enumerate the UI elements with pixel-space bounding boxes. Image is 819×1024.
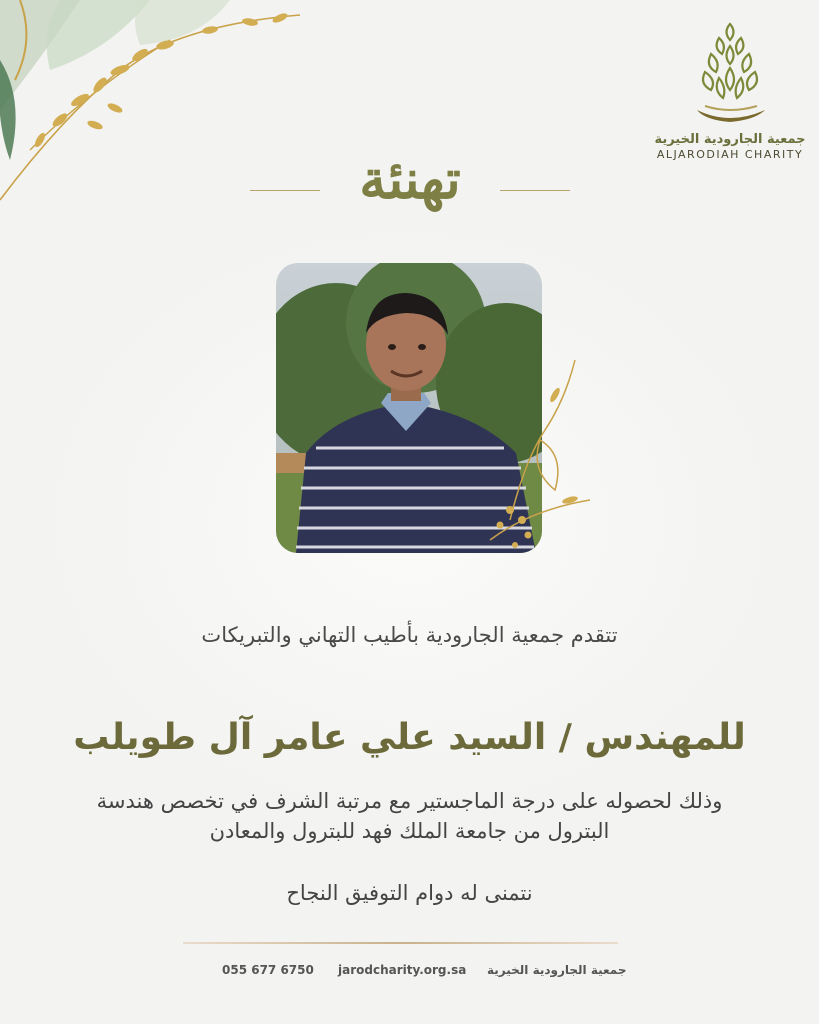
achievement-line-2: البترول من جامعة الملك فهد للبترول والمعادن: [209, 819, 610, 843]
page-title: تهنئة: [359, 147, 461, 211]
heading-divider-left: [250, 190, 320, 191]
gold-branch-icon: [470, 360, 610, 560]
honoree-name: للمهندس / السيد علي عامر آل طويلب: [73, 717, 746, 758]
charity-logo: [650, 18, 810, 178]
heading-row: [250, 140, 570, 220]
footer-org-name: جمعية الجارودية الخيرية: [487, 963, 627, 977]
achievement-line-1: وذلك لحصوله على درجة الماجستير مع مرتبة الشرف في تخصص هندسة: [96, 789, 723, 813]
logo-arabic-name: جمعية الجارودية الخيرية: [654, 132, 806, 147]
logo-english-name: ALJARODIAH CHARITY: [656, 148, 804, 161]
footer-phone-number[interactable]: 055 677 6750: [222, 963, 314, 977]
wheat-logo-icon: [675, 18, 785, 130]
footer-divider: [183, 942, 618, 944]
heading-divider-right: [500, 190, 570, 191]
achievement-text: [20, 786, 799, 846]
intro-text: تتقدم جمعية الجارودية بأطيب التهاني والتبريكات: [201, 623, 618, 647]
wish-text: نتمنى له دوام التوفيق النجاح: [286, 881, 533, 905]
footer-website-link[interactable]: jarodcharity.org.sa: [338, 963, 467, 977]
